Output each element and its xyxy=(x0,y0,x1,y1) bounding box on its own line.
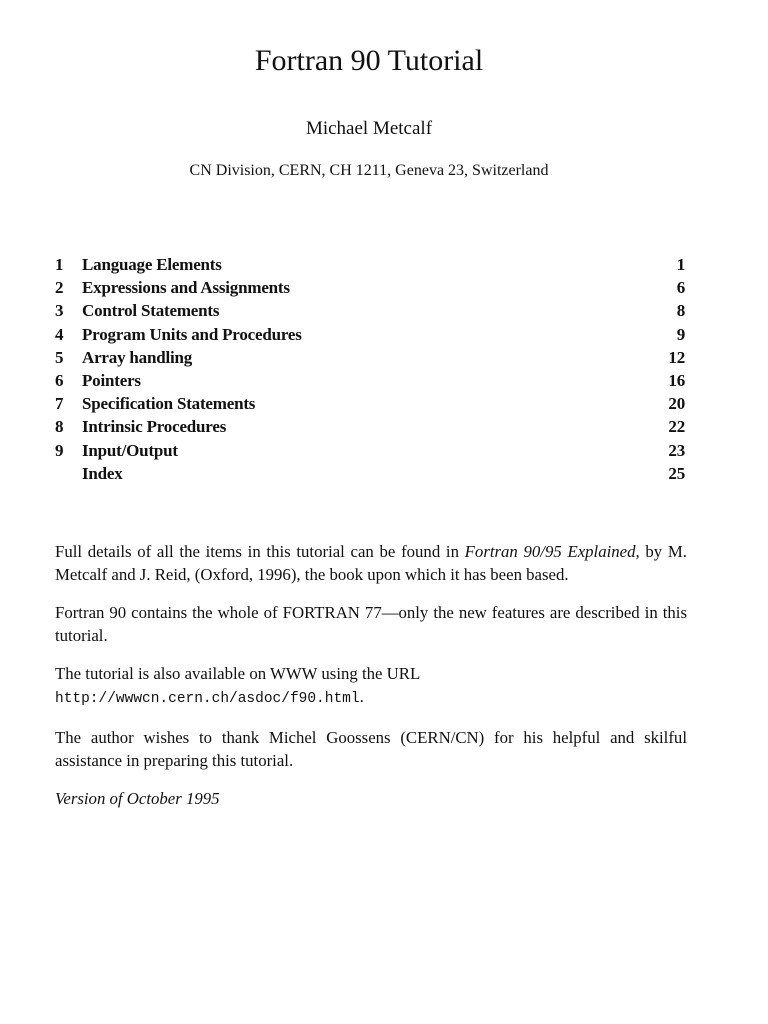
toc-entry-title: Specification Statements xyxy=(82,394,256,414)
toc-entry[interactable] xyxy=(55,254,685,277)
references-text-end: by M. Metcalf and J. Reid, (Oxford, 1996), the book upon which it has been based. xyxy=(55,542,687,584)
toc-entry[interactable] xyxy=(55,347,685,370)
toc-entry-title: Array handling xyxy=(82,347,193,367)
toc-entry-number: 2 xyxy=(55,278,64,298)
toc-entry[interactable] xyxy=(55,416,685,439)
url-period: . xyxy=(359,687,364,706)
toc-entry-page: 25 xyxy=(668,463,685,483)
table-of-contents xyxy=(55,254,685,486)
toc-entry-number: 9 xyxy=(55,440,64,460)
toc-entry-number xyxy=(55,463,82,486)
toc-entry-number: 1 xyxy=(55,255,64,274)
toc-entry[interactable] xyxy=(55,370,685,393)
toc-entry[interactable] xyxy=(55,324,685,347)
references-paragraph xyxy=(55,540,687,586)
toc-entry-page: 12 xyxy=(668,347,685,367)
author-name: Michael Metcalf xyxy=(305,118,433,139)
document-title: Fortran 90 Tutorial xyxy=(254,44,484,77)
toc-entry-page: 6 xyxy=(676,278,685,298)
book-title: Fortran 90/95 Explained, xyxy=(464,542,640,561)
toc-entry-page: 9 xyxy=(676,324,685,344)
toc-entry-number: 3 xyxy=(55,301,64,321)
toc-entry-title: Intrinsic Procedures xyxy=(82,417,227,437)
www-paragraph xyxy=(55,662,687,711)
toc-entry-page: 23 xyxy=(668,440,685,460)
version-note: Version of October 1995 xyxy=(55,789,220,808)
toc-entry-number: 4 xyxy=(55,324,64,344)
toc-entry-page: 8 xyxy=(676,301,685,321)
references-text: Full details of all the items in this tutorial can be found in xyxy=(55,542,465,561)
toc-entry[interactable] xyxy=(55,463,685,486)
toc-entry-title: Input/Output xyxy=(82,440,178,460)
toc-entry-number: 7 xyxy=(55,394,64,414)
toc-entry[interactable] xyxy=(55,440,685,463)
toc-entry-number: 6 xyxy=(55,370,64,390)
toc-entry-title: Index xyxy=(82,463,123,483)
toc-entry[interactable] xyxy=(55,277,685,300)
toc-entry[interactable] xyxy=(55,393,685,416)
toc-entry-page: 22 xyxy=(668,417,685,437)
toc-entry-title: Language Elements xyxy=(82,255,222,274)
toc-entry-title: Pointers xyxy=(82,370,141,390)
toc-entry-number: 8 xyxy=(55,417,64,437)
toc-entry-title: Expressions and Assignments xyxy=(82,278,290,298)
toc-entry-number: 5 xyxy=(55,347,64,367)
toc-entry-page: 20 xyxy=(668,394,685,414)
www-text: The tutorial is also available on WWW using the URL xyxy=(55,664,421,683)
author-affiliation: CN Division, CERN, CH 1211, Geneva 23, Switzerland xyxy=(189,162,549,179)
toc-entry-title: Program Units and Procedures xyxy=(82,324,302,344)
toc-entry-page: 1 xyxy=(676,255,685,274)
toc-entry[interactable] xyxy=(55,300,685,323)
toc-entry-page: 16 xyxy=(668,370,685,390)
scope-paragraph: Fortran 90 contains the whole of FORTRAN 77—only the new features are described in this tutorial. xyxy=(55,603,687,645)
toc-entry-title: Control Statements xyxy=(82,301,220,321)
tutorial-url-link[interactable]: http://wwwcn.cern.ch/asdoc/f90.html xyxy=(55,691,360,707)
acknowledgement-paragraph: The author wishes to thank Michel Goossens (CERN/CN) for his helpful and skilful assistance in preparing this tutorial. xyxy=(55,728,687,770)
introduction-text xyxy=(55,540,687,825)
